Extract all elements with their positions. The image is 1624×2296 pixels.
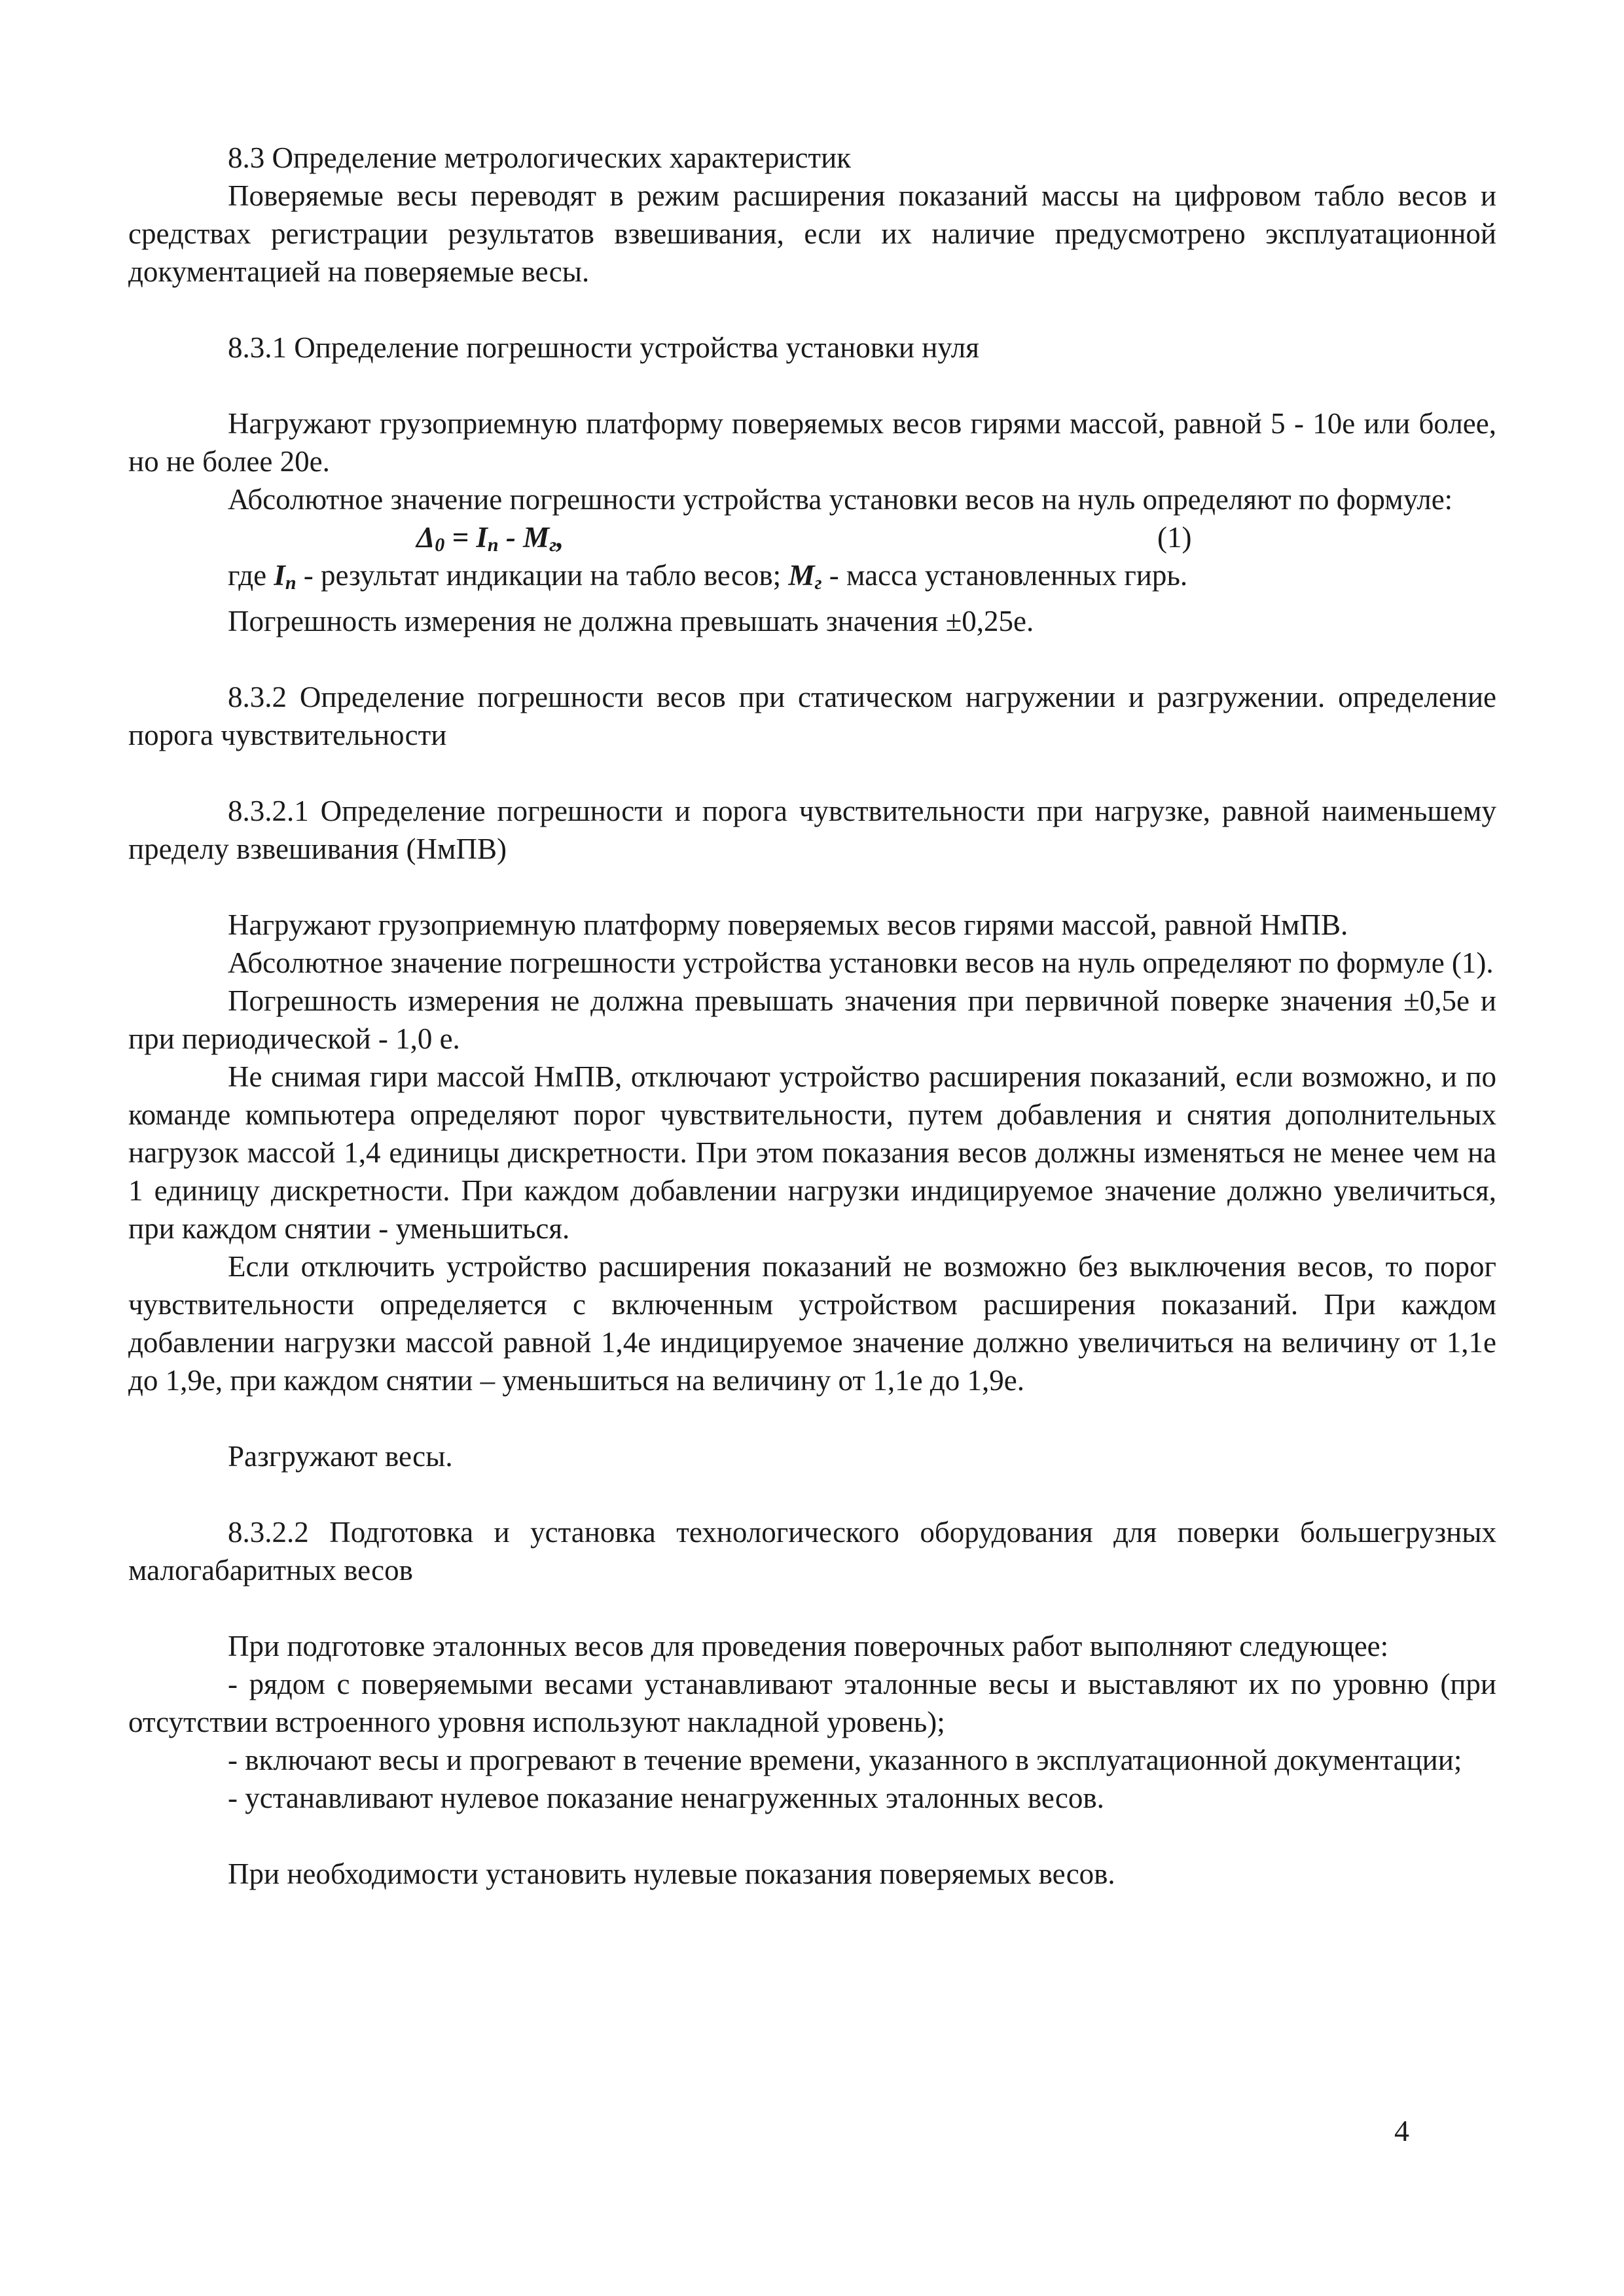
page-number: 4 — [1394, 2114, 1409, 2147]
section-8-3-2-1-paragraph: Погрешность измерения не должна превышать значения при первичной поверке значения ±0,5е и при периодической - 1,0 е. — [128, 984, 1496, 1055]
section-8-3-2-1-heading: 8.3.2.1 Определение погрешности и порога чувствительности при нагрузке, равной наименьшему пределу взвешивания (НмПВ) — [128, 795, 1496, 865]
formula-m-sub: г — [549, 534, 557, 556]
section-8-3-2-2-heading: 8.3.2.2 Подготовка и установка технологического оборудования для поверки большегрузных малогабаритных весов — [128, 1516, 1496, 1587]
legend-i-sub: n — [285, 572, 297, 594]
formula-minus: - — [498, 521, 524, 554]
section-8-3-2-2-paragraph: При подготовке эталонных весов для проведения поверочных работ выполняют следующее: — [228, 1630, 1389, 1662]
formula-legend — [128, 556, 1496, 602]
legend-m-desc: - масса установленных гирь. — [821, 559, 1188, 592]
section-8-3-1-paragraph: Абсолютное значение погрешности устройства установки весов на нуль определяют по формуле: — [228, 483, 1453, 516]
formula-i-sub: n — [487, 534, 499, 556]
section-8-3-2-1-paragraph: Разгружают весы. — [228, 1440, 453, 1473]
legend-i-desc: - результат индикации на табло весов; — [296, 559, 789, 592]
formula-delta-sub: 0 — [435, 534, 445, 556]
section-8-3-1-paragraph: Нагружают грузоприемную платформу поверяемых весов гирями массой, равной 5 - 10е или более, но не более 20е. — [128, 407, 1496, 478]
legend-i: I — [274, 559, 285, 592]
list-item: - включают весы и прогревают в течение времени, указанного в эксплуатационной документации; — [228, 1744, 1462, 1776]
legend-m-sub: г — [814, 572, 822, 594]
section-8-3-heading: 8.3 Определение метрологических характеристик — [228, 141, 852, 174]
formula-equals: = — [444, 521, 477, 554]
section-8-3-2-1-paragraph: Нагружают грузоприемную платформу поверяемых весов гирями массой, равной НмПВ. — [228, 908, 1348, 941]
section-8-3-2-heading: 8.3.2 Определение погрешности весов при статическом нагружении и разгружении. определение порога чувствительности — [128, 681, 1496, 751]
formula-row — [128, 518, 1496, 556]
section-8-3-2-1-paragraph: Абсолютное значение погрешности устройства установки весов на нуль определяют по формуле (1). — [228, 946, 1494, 979]
formula-delta: Δ — [416, 521, 435, 554]
document-body — [128, 139, 1496, 1893]
formula-i: I — [476, 521, 488, 554]
list-item: - рядом с поверяемыми весами устанавливают эталонные весы и выставляют их по уровню (при отсутствии встроенного уровня используют накладной уровень); — [128, 1668, 1496, 1738]
legend-var-i — [274, 559, 296, 592]
formula-comma: , — [556, 521, 564, 554]
list-item: - устанавливают нулевое показание ненагруженных эталонных весов. — [228, 1782, 1104, 1814]
section-8-3-2-1-paragraph: Если отключить устройство расширения показаний не возможно без выключения весов, то порог чувствительности определяется с включенным устройством расширения показаний. При каждом добавлении нагрузки массой равной 1,4е индицируемое значение должно увеличиться на величину от 1,1е до 1,9е, при каждом снятии – уменьшиться на величину от 1,1е до 1,9е. — [128, 1250, 1496, 1397]
section-8-3-1-paragraph: Погрешность измерения не должна превышать значения ±0,25е. — [228, 605, 1034, 637]
formula-m: M — [523, 521, 550, 554]
section-8-3-2-2-paragraph: При необходимости установить нулевые показания поверяемых весов. — [228, 1857, 1115, 1890]
legend-m: M — [788, 559, 815, 592]
section-8-3-2-1-paragraph: Не снимая гири массой НмПВ, отключают устройство расширения показаний, если возможно, и по команде компьютера определяют порог чувствительности, путем добавления и снятия дополнительных нагрузок массой 1,4 единицы дискретности. При этом показания весов должны изменяться не менее чем на 1 единицу дискретности. При каждом добавлении нагрузки индицируемое значение должно увеличиться, при каждом снятии - уменьшиться. — [128, 1060, 1496, 1245]
legend-lead: где — [228, 559, 274, 592]
formula-1 — [416, 518, 564, 564]
section-8-3-1-heading: 8.3.1 Определение погрешности устройства установки нуля — [228, 331, 979, 364]
legend-var-m — [788, 559, 821, 592]
section-8-3-intro: Поверяемые весы переводят в режим расширения показаний массы на цифровом табло весов и средствах регистрации результатов взвешивания, если их наличие предусмотрено эксплуатационной документацией на поверяемые весы. — [128, 179, 1496, 288]
formula-number: (1) — [1157, 521, 1192, 554]
